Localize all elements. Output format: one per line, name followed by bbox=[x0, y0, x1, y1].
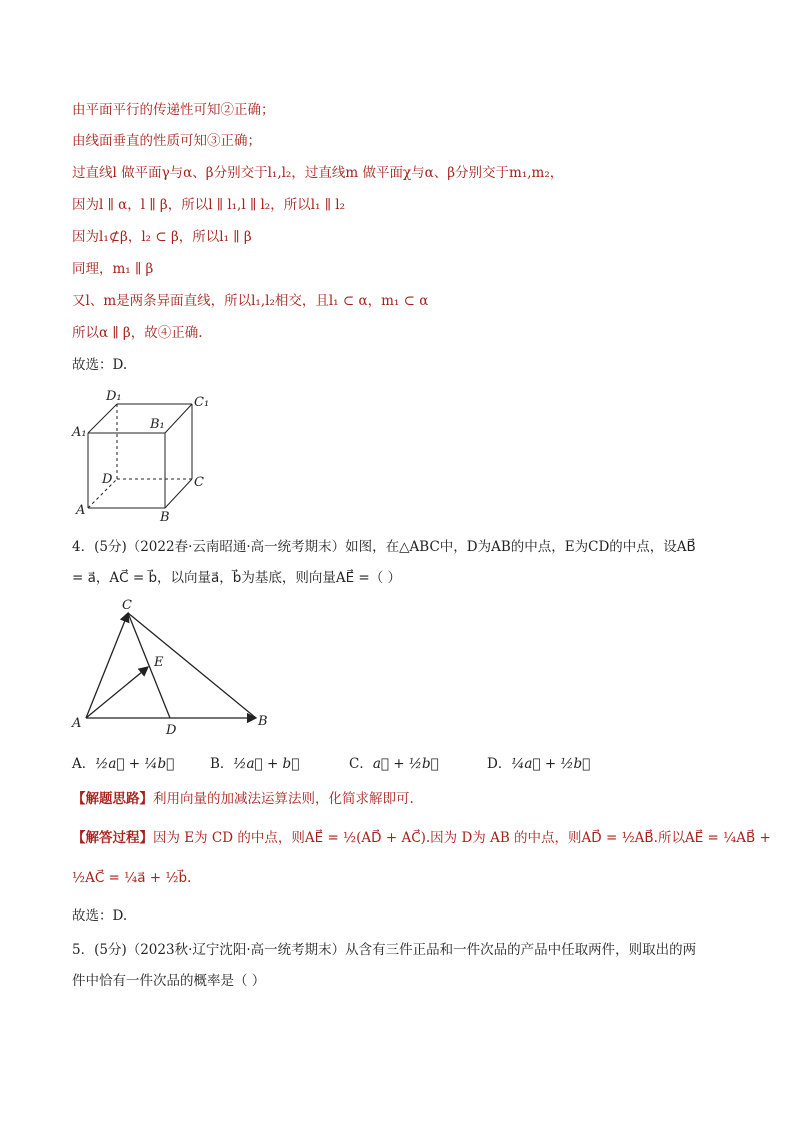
option-a-label: A． bbox=[72, 756, 96, 772]
q4-answer: 故选：D. bbox=[72, 908, 128, 924]
solution-line-5: 因为l₁⊄β，l₂ ⊂ β，所以l₁ ∥ β bbox=[72, 229, 252, 245]
process-line-1: 因为 E为 CD 的中点，则AE⃗ = ½(AD⃗ + AC⃗).因为 D为 AB 的中点，则AD⃗ = ½AB⃗.所以AE⃗ = ¼AB⃗ + bbox=[153, 830, 771, 846]
cube-label-A: A bbox=[76, 503, 86, 518]
option-b-label: B． bbox=[210, 756, 234, 772]
cube-label-C1: C₁ bbox=[194, 395, 210, 410]
cube-figure bbox=[70, 388, 220, 523]
triangle-label-C: C bbox=[122, 598, 132, 613]
cube-label-C: C bbox=[194, 475, 204, 490]
triangle-figure bbox=[70, 595, 280, 740]
cube-label-D1: D₁ bbox=[106, 389, 122, 404]
process-line-2: ½AC⃗ = ¼a⃗ + ½b⃗. bbox=[72, 870, 192, 886]
q5-stem-line-2: 件中恰有一件次品的概率是（ ） bbox=[72, 973, 266, 989]
triangle-label-E: E bbox=[154, 655, 164, 670]
triangle-label-A: A bbox=[72, 716, 82, 731]
cube-label-D: D bbox=[102, 472, 113, 487]
solution-line-2: 由线面垂直的性质可知③正确； bbox=[72, 133, 261, 149]
option-c-text: a⃗ + ½b⃗ bbox=[372, 756, 439, 772]
answer-previous: 故选：D. bbox=[72, 357, 128, 373]
idea-text: 利用向量的加减法运算法则，化简求解即可. bbox=[153, 791, 414, 807]
q4-solution-process bbox=[72, 828, 771, 848]
q4-solution-idea bbox=[72, 789, 414, 809]
idea-tag: 【解题思路】 bbox=[72, 791, 153, 807]
q4-stem-line-2: = a⃗，AC⃗ = b⃗，以向量a⃗，b⃗为基底，则向量AE⃗ =（ ） bbox=[72, 570, 402, 586]
solution-line-3: 过直线l 做平面γ与α、β分别交于l₁,l₂，过直线m 做平面χ与α、β分别交于m₁,m₂， bbox=[72, 165, 564, 181]
cube-label-B: B bbox=[160, 510, 170, 523]
solution-line-6: 同理，m₁ ∥ β bbox=[72, 261, 154, 277]
option-c[interactable] bbox=[349, 752, 439, 772]
solution-line-4: 因为l ∥ α，l ∥ β，所以l ∥ l₁,l ∥ l₂，所以l₁ ∥ l₂ bbox=[72, 197, 345, 213]
triangle-label-B: B bbox=[258, 714, 268, 729]
triangle-label-D: D bbox=[166, 723, 177, 738]
option-a-text: ½a⃗ + ¼b⃗ bbox=[95, 756, 175, 772]
q5-stem-line-1: 5．(5分)（2023秋·辽宁沈阳·高一统考期末）从含有三件正品和一件次品的产品中任取两件，则取出的两 bbox=[72, 942, 697, 958]
option-d-text: ¼a⃗ + ½b⃗ bbox=[511, 756, 591, 772]
cube-label-B1: B₁ bbox=[150, 417, 165, 432]
option-c-label: C． bbox=[349, 756, 373, 772]
process-tag: 【解答过程】 bbox=[72, 830, 153, 846]
q4-stem-line-1: 4．(5分)（2022春·云南昭通·高一统考期末）如图，在△ABC中，D为AB的中点，E为CD的中点，设AB⃗ bbox=[72, 539, 696, 555]
cube-label-A1: A₁ bbox=[72, 425, 87, 440]
solution-line-7: 又l、m是两条异面直线，所以l₁,l₂相交，且l₁ ⊂ α，m₁ ⊂ α bbox=[72, 293, 429, 309]
option-a[interactable] bbox=[72, 752, 174, 772]
option-b-text: ½a⃗ + b⃗ bbox=[233, 756, 300, 772]
solution-line-1: 由平面平行的传递性可知②正确； bbox=[72, 102, 275, 118]
option-d-label: D． bbox=[487, 756, 512, 772]
option-b[interactable] bbox=[210, 752, 299, 772]
solution-line-8: 所以α ∥ β，故④正确. bbox=[72, 325, 203, 341]
option-d[interactable] bbox=[487, 752, 590, 772]
